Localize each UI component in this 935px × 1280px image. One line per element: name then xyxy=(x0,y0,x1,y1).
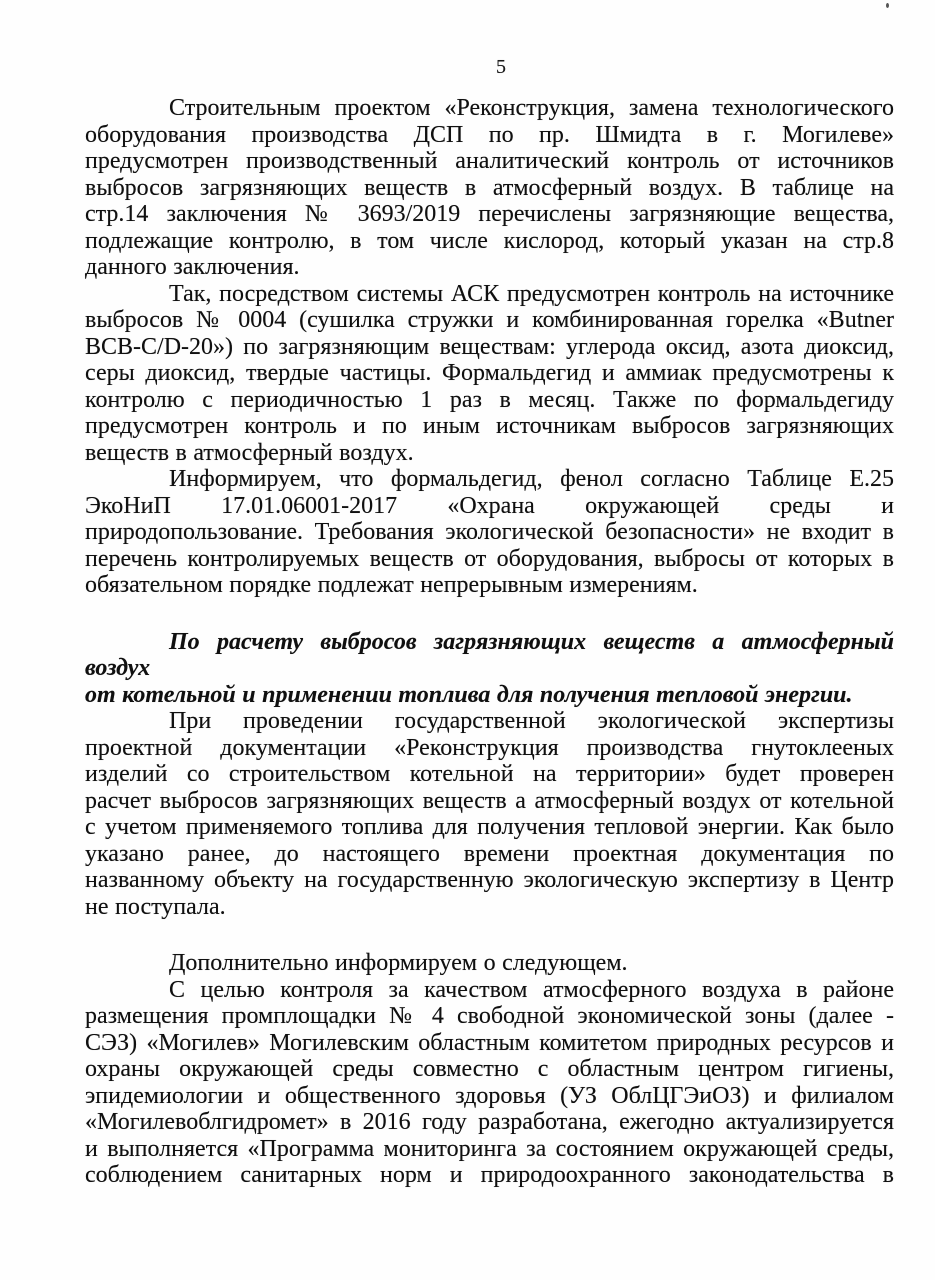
text-line: При проведении государственной экологической экспертизы xyxy=(169,708,894,734)
text-line: размещения промплощадки № 4 свободной экономической зоны (далее - xyxy=(85,1003,894,1029)
paragraph xyxy=(85,950,894,977)
text-line: названному объекту на государственную экологическую экспертизу в Центр xyxy=(85,867,894,893)
paragraph xyxy=(85,281,894,467)
text-line: серы диоксид, твердые частицы. Формальдегид и аммиак предусмотрены к xyxy=(85,360,894,386)
text-line: обязательном порядке подлежат непрерывным измерениям. xyxy=(85,572,698,598)
text-line: выбросов загрязняющих веществ в атмосферный воздух. В таблице на xyxy=(85,174,894,201)
text-line: соблюдением санитарных норм и природоохранного законодательства в xyxy=(85,1162,894,1188)
paragraph xyxy=(85,629,894,709)
text-line: эпидемиологии и общественного здоровья (УЗ ОблЦГЭиОЗ) и филиалом xyxy=(85,1082,894,1109)
paragraph xyxy=(85,977,894,1189)
text-line: По расчету выбросов загрязняющих веществ а атмосферный воздух xyxy=(85,628,894,681)
text-line: Дополнительно информируем о следующем. xyxy=(169,950,628,976)
text-line: указано ранее, до настоящего времени проектная документация по xyxy=(85,840,894,867)
scan-artifact xyxy=(886,3,889,8)
document-body xyxy=(85,95,894,1189)
text-line: оборудования производства ДСП по пр. Шмидта в г. Могилеве» xyxy=(85,121,894,148)
text-line: СЭЗ) «Могилев» Могилевским областным комитетом природных ресурсов и xyxy=(85,1029,894,1056)
text-line: предусмотрен производственный аналитический контроль от источников xyxy=(85,148,894,174)
text-line: ЭкоНиП 17.01.06001-2017 «Охрана окружающей среды и xyxy=(85,492,894,519)
text-line: данного заключения. xyxy=(85,254,300,280)
text-line: подлежащие контролю, в том числе кислород, который указан на стр.8 xyxy=(85,227,894,254)
text-line: с учетом применяемого топлива для получения тепловой энергии. Как было xyxy=(85,814,894,840)
text-line: стр.14 заключения № 3693/2019 перечислены загрязняющие вещества, xyxy=(85,201,894,227)
text-line: контролю с периодичностью 1 раз в месяц. Также по формальдегиду xyxy=(85,386,894,413)
text-line: природопользование. Требования экологической безопасности» не входит в xyxy=(85,519,894,545)
page-number: 5 xyxy=(496,56,506,78)
text-line: изделий со строительством котельной на территории» будет проверен xyxy=(85,761,894,787)
text-line: веществ в атмосферный воздух. xyxy=(85,439,414,466)
text-line: не поступала. xyxy=(85,893,226,920)
text-line: проектной документации «Реконструкция производства гнутоклееных xyxy=(85,734,894,761)
paragraph xyxy=(85,466,894,599)
paragraph xyxy=(85,708,894,920)
text-line: Строительным проектом «Реконструкция, замена технологического xyxy=(169,95,894,121)
text-line: и выполняется «Программа мониторинга за состоянием окружающей среды, xyxy=(85,1135,894,1162)
text-line: BCB-C/D-20») по загрязняющим веществам: углерода оксид, азота диоксид, xyxy=(85,333,894,360)
text-line: Так, посредством системы АСК предусмотрен контроль на источнике xyxy=(169,280,894,307)
text-line: С целью контроля за качеством атмосферного воздуха в районе xyxy=(169,976,894,1003)
text-line: охраны окружающей среды совместно с областным центром гигиены, xyxy=(85,1056,894,1082)
text-line: выбросов № 0004 (сушилка стружки и комбинированная горелка «Butner xyxy=(85,307,894,333)
text-line: расчет выбросов загрязняющих веществ а атмосферный воздух от котельной xyxy=(85,787,894,814)
text-line: предусмотрен контроль и по иным источникам выбросов загрязняющих xyxy=(85,413,894,439)
text-line: «Могилевоблгидромет» в 2016 году разработана, ежегодно актуализируется xyxy=(85,1109,894,1135)
paragraph xyxy=(85,95,894,281)
text-line: Информируем, что формальдегид, фенол согласно Таблице Е.25 xyxy=(169,466,894,492)
text-line: от котельной и применении топлива для получения тепловой энергии. xyxy=(85,681,853,708)
text-line: перечень контролируемых веществ от оборудования, выбросы от которых в xyxy=(85,545,894,572)
